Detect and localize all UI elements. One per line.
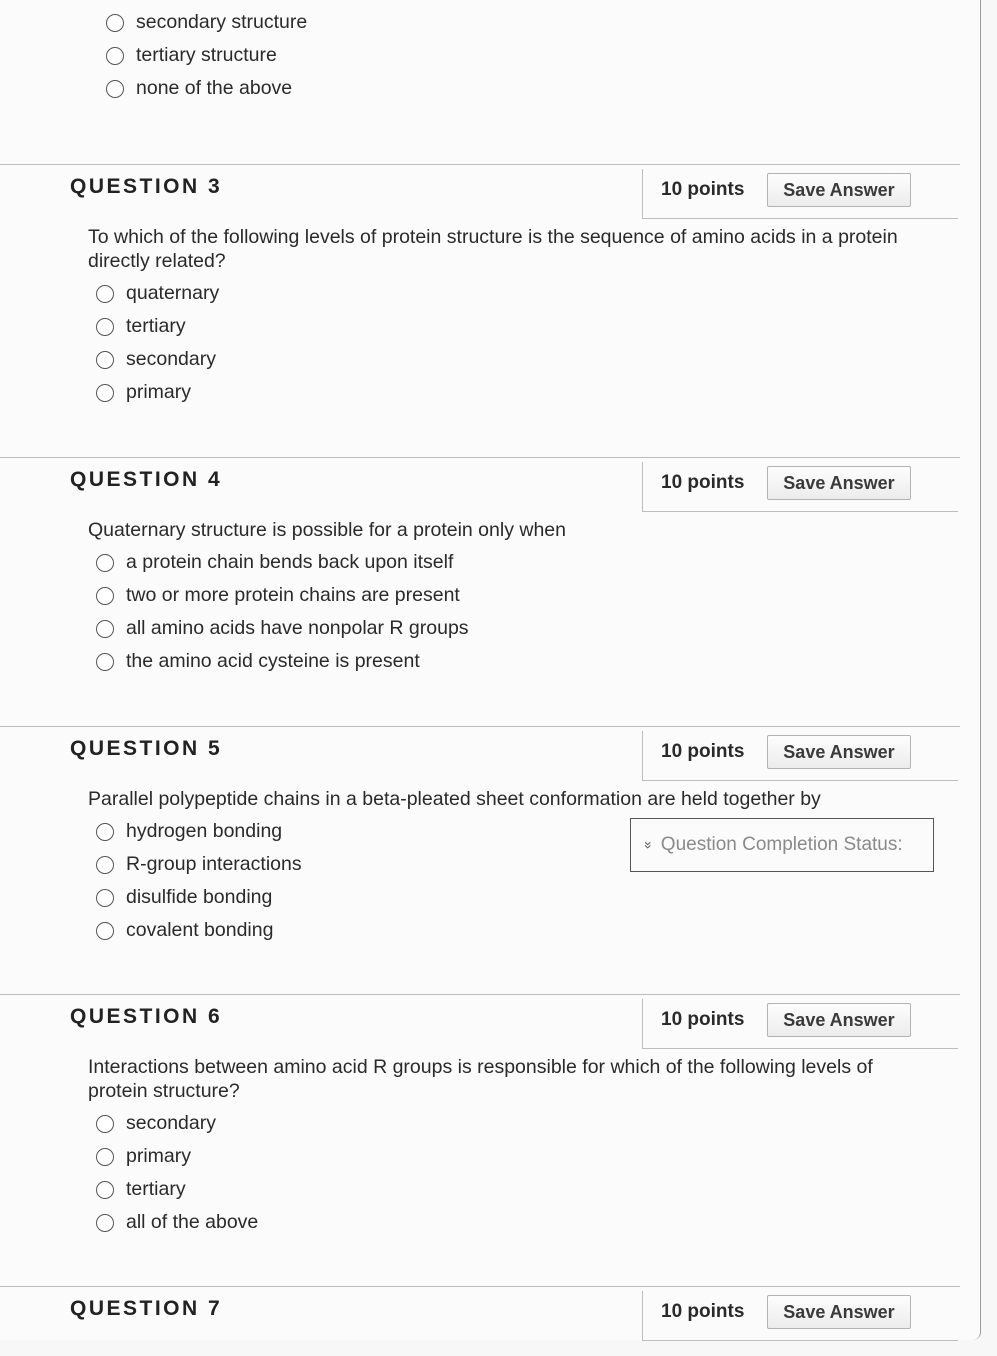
question-text: Parallel polypeptide chains in a beta-pleated sheet conformation are held together by [88, 788, 821, 810]
question-body [88, 1055, 908, 1239]
answer-option[interactable] [88, 343, 908, 376]
save-answer-button[interactable]: Save Answer [767, 466, 911, 500]
question-6 [0, 994, 960, 1287]
option-label: hydrogen bonding [126, 820, 283, 842]
question-title: QUESTION 7 [70, 1297, 223, 1320]
answer-option[interactable] [98, 72, 307, 105]
option-label: secondary [126, 348, 216, 370]
save-answer-button[interactable]: Save Answer [767, 1295, 911, 1329]
question-meta [642, 731, 958, 781]
answer-option[interactable] [88, 546, 908, 579]
points-label: 10 points [661, 1301, 745, 1322]
answer-option[interactable] [98, 39, 307, 72]
option-label: two or more protein chains are present [126, 584, 460, 606]
radio-button[interactable] [96, 285, 114, 303]
question-3 [0, 164, 960, 455]
option-label: tertiary structure [136, 44, 277, 66]
save-answer-button[interactable]: Save Answer [767, 173, 911, 207]
question-title: QUESTION 3 [70, 175, 223, 198]
question-meta [642, 999, 958, 1049]
question-body [88, 225, 908, 409]
question-meta [642, 169, 958, 219]
question-2-options [98, 6, 307, 105]
question-title: QUESTION 6 [70, 1005, 223, 1028]
radio-button[interactable] [106, 47, 124, 65]
option-label: covalent bonding [126, 919, 274, 941]
question-body [88, 518, 908, 678]
radio-button[interactable] [96, 922, 114, 940]
radio-button[interactable] [96, 384, 114, 402]
radio-button[interactable] [96, 351, 114, 369]
option-label: all of the above [126, 1211, 259, 1233]
points-label: 10 points [661, 472, 745, 493]
option-label: tertiary [126, 1178, 186, 1200]
option-label: disulfide bonding [126, 886, 273, 908]
question-meta [642, 462, 958, 512]
answer-option[interactable] [88, 645, 908, 678]
option-label: the amino acid cysteine is present [126, 650, 420, 672]
radio-button[interactable] [96, 318, 114, 336]
question-text: To which of the following levels of protein structure is the sequence of amino acids in a protein directly related? [88, 226, 898, 272]
radio-button[interactable] [96, 554, 114, 572]
question-text: Interactions between amino acid R groups is responsible for which of the following levels of protein structure? [88, 1056, 873, 1102]
radio-button[interactable] [96, 1214, 114, 1232]
question-meta [642, 1291, 958, 1341]
points-label: 10 points [661, 1009, 745, 1030]
radio-button[interactable] [96, 1115, 114, 1133]
option-label: R-group interactions [126, 853, 302, 875]
answer-option[interactable] [88, 277, 908, 310]
points-label: 10 points [661, 179, 745, 200]
radio-button[interactable] [96, 653, 114, 671]
question-7 [0, 1286, 960, 1341]
answer-option[interactable] [88, 612, 908, 645]
answer-option[interactable] [88, 310, 908, 343]
option-label: none of the above [136, 77, 293, 99]
radio-button[interactable] [96, 889, 114, 907]
answer-option[interactable] [88, 579, 908, 612]
save-answer-button[interactable]: Save Answer [767, 735, 911, 769]
radio-button[interactable] [96, 620, 114, 638]
option-label: tertiary [126, 315, 186, 337]
question-title: QUESTION 4 [70, 468, 223, 491]
question-title: QUESTION 5 [70, 737, 223, 760]
radio-button[interactable] [96, 823, 114, 841]
completion-status-label: Question Completion Status: [660, 834, 903, 855]
answer-option[interactable] [88, 1140, 908, 1173]
answer-option[interactable] [88, 376, 908, 409]
question-completion-status[interactable] [630, 818, 934, 872]
option-label: secondary structure [136, 11, 308, 33]
radio-button[interactable] [96, 856, 114, 874]
radio-button[interactable] [106, 14, 124, 32]
points-label: 10 points [661, 741, 745, 762]
option-label: all amino acids have nonpolar R groups [126, 617, 469, 639]
option-label: primary [126, 381, 192, 403]
save-answer-button[interactable]: Save Answer [767, 1003, 911, 1037]
answer-option[interactable] [88, 1206, 908, 1239]
option-label: secondary [126, 1112, 216, 1134]
answer-option[interactable] [98, 6, 307, 39]
question-text: Quaternary structure is possible for a protein only when [88, 519, 566, 541]
answer-option[interactable] [88, 914, 908, 947]
option-label: a protein chain bends back upon itself [126, 551, 454, 573]
answer-option[interactable] [88, 1173, 908, 1206]
option-label: primary [126, 1145, 192, 1167]
question-4 [0, 457, 960, 726]
radio-button[interactable] [96, 1148, 114, 1166]
double-chevron-down-icon: » [640, 841, 657, 849]
option-label: quaternary [126, 282, 220, 304]
radio-button[interactable] [96, 587, 114, 605]
answer-option[interactable] [88, 881, 908, 914]
radio-button[interactable] [106, 80, 124, 98]
radio-button[interactable] [96, 1181, 114, 1199]
answer-option[interactable] [88, 1107, 908, 1140]
